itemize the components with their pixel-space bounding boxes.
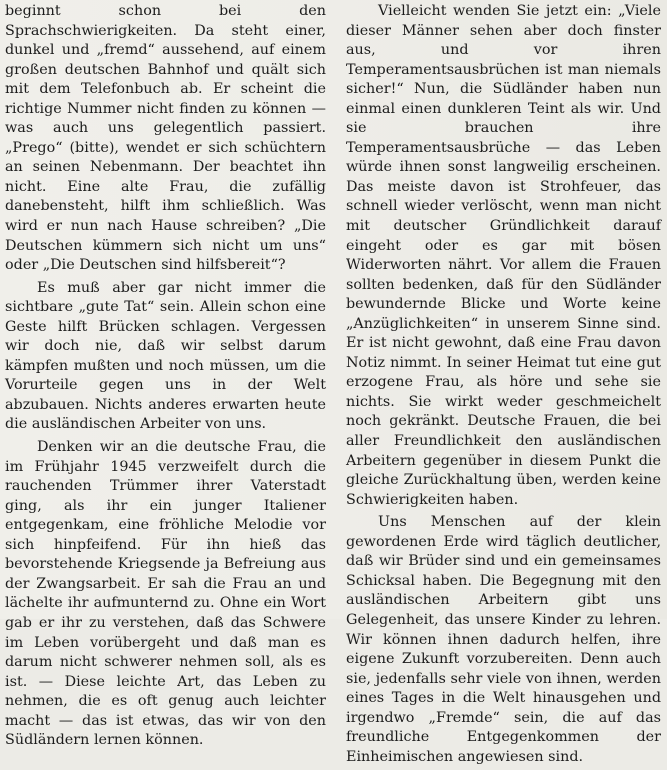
paragraph: Vielleicht wenden Sie jetzt ein: „Viele dieser Männer sehen aber doch finster aus, und vor ihren Temperamentsausbrüchen ist man niemals sicher!“ Nun, die Südländer haben nun einmal einen dunkleren Teint als wir. Und sie brauchen ihre Temperamentsausbrüche — das Leben würde ihnen sonst langweilig erscheinen. Das meiste davon ist Strohfeuer, das schnell wieder verlöscht, wenn man nicht mit deutscher Gründlichkeit darauf eingeht oder es gar mit bösen Widerworten nährt. Vor allem die Frauen sollten bedenken, daß für den Südländer bewundernde Blicke und Worte keine „Anzüglichkeiten“ in unserem Sinne sind. Er ist nicht gewohnt, daß eine Frau davon Notiz nimmt. In seiner Heimat tut eine gut erzogene Frau, als höre und sehe sie nichts. Sie wirkt weder geschmeichelt noch gekränkt. Deutsche Frauen, die bei aller Freundlichkeit den ausländischen Arbeitern gegenüber in diesem Punkt die gleiche Zurückhaltung üben, werden keine Schwierigkeiten haben. — [346, 3, 661, 508]
paragraph: Es muß aber gar nicht immer die sichtbare „gute Tat“ sein. Allein schon eine Geste hilft Brücken schlagen. Vergessen wir doch nie, daß wir selbst darum kämpfen mußten und noch müssen, um die Vorurteile gegen uns in der Welt abzubauen. Nichts anderes erwarten heute die ausländischen Arbeiter von uns. — [5, 279, 326, 433]
paragraph: Uns Menschen auf der klein gewordenen Erde wird täglich deutlicher, daß wir Brüder sind und ein gemeinsames Schicksal haben. Die Begegnung mit den ausländischen Arbeitern gibt uns Gelegenheit, das unsere Kinder zu lehren. Wir können ihnen dadurch helfen, ihre eigene Zukunft vorzubereiten. Denn auch sie, jedenfalls sehr viele von ihnen, werden eines Tages in die Welt hinausgehen und irgendwo „Fremde“ sein, die auf das freundliche Entgegenkommen der Einheimischen angewiesen sind. — [346, 514, 661, 765]
right-column — [346, 2, 661, 770]
paragraph: Denken wir an die deutsche Frau, die im Frühjahr 1945 verzweifelt durch die rauchenden Trümmer ihrer Vaterstadt ging, als ihr ein junger Italiener entgegenkam, eine fröhliche Melodie vor sich hinpfeifend. Für ihn hieß das bevorstehende Kriegsende ja Befreiung aus der Zwangsarbeit. Er sah die Frau an und lächelte ihr aufmunternd zu. Ohne ein Wort gab er ihr zu verstehen, daß das Schwere im Leben vorübergeht und daß man es darum nicht schwerer nehmen soll, als es ist. — Diese leichte Art, das Leben zu nehmen, die es oft genug auch leichter macht — das ist etwas, das wir von den Südländern lernen können. — [5, 439, 326, 749]
left-column — [5, 2, 326, 754]
paragraph: beginnt schon bei den Sprachschwierigkeiten. Da steht einer, dunkel und „fremd“ aussehend, auf einem großen deutschen Bahnhof und quält sich mit dem Telefonbuch ab. Er scheint die richtige Nummer nicht finden zu können — was auch uns gelegentlich passiert. „Prego“ (bitte), wendet er sich schüchtern an seinen Nebenmann. Der beachtet ihn nicht. Eine alte Frau, die zufällig danebensteht, hilft ihm schließlich. Was wird er nun nach Hause schreiben? „Die Deutschen kümmern sich nicht um uns“ oder „Die Deutschen sind hilfsbereit“? — [5, 3, 326, 274]
